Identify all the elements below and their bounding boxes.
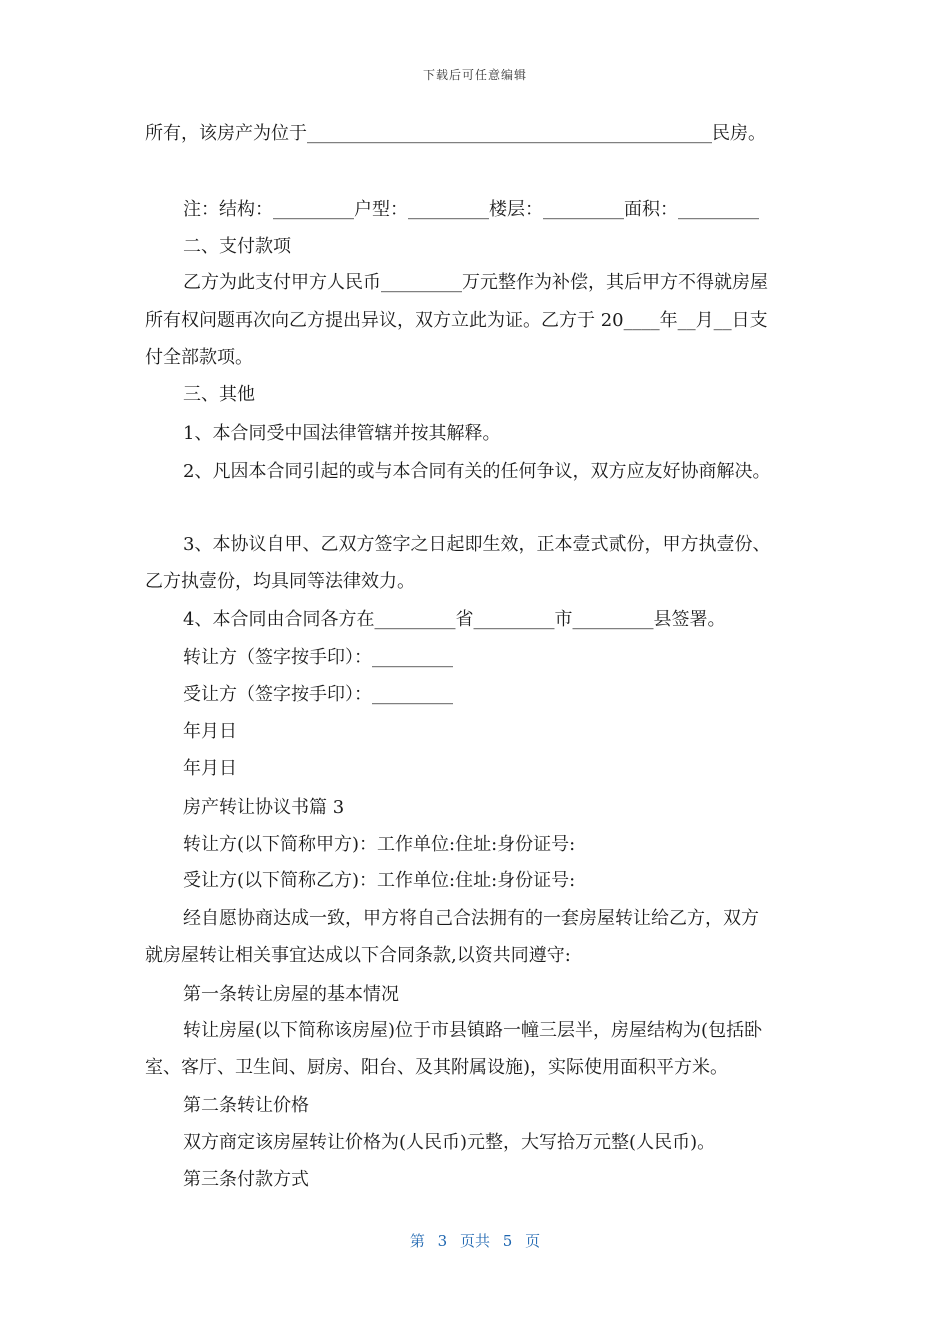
paragraph-line: 4、本合同由合同各方在_________省_________市_________县签署。 bbox=[183, 609, 726, 630]
paragraph-line: 2、凡因本合同引起的或与本合同有关的任何争议，双方应友好协商解决。 bbox=[183, 461, 771, 482]
paragraph-line: 注：结构：_________户型：_________楼层：_________面积：_________ bbox=[183, 199, 759, 220]
date-line: 年月日 bbox=[183, 721, 237, 742]
paragraph-line: 双方商定该房屋转让价格为(人民币)元整，大写拾万元整(人民币)。 bbox=[183, 1132, 716, 1153]
paragraph-line: 付全部款项。 bbox=[145, 347, 253, 368]
paragraph-line: 乙方执壹份，均具同等法律效力。 bbox=[145, 571, 415, 592]
date-line: 年月日 bbox=[183, 758, 237, 779]
paragraph-line: 经自愿协商达成一致，甲方将自己合法拥有的一套房屋转让给乙方，双方 bbox=[183, 908, 759, 929]
page-footer: 第 3 页共 5 页 bbox=[409, 1232, 541, 1250]
section-heading: 第二条转让价格 bbox=[183, 1095, 309, 1116]
signature-line: 受让方（签字按手印）：_________ bbox=[183, 684, 453, 705]
section-heading: 三、其他 bbox=[183, 384, 255, 405]
paragraph-line: 受让方(以下简称乙方)：工作单位:住址:身份证号: bbox=[183, 870, 576, 891]
paragraph-line: 所有，该房产为位于_____________________________________________民房。 bbox=[145, 123, 766, 144]
paragraph-line: 转让方(以下简称甲方)：工作单位:住址:身份证号: bbox=[183, 834, 576, 855]
paragraph-line: 就房屋转让相关事宜达成以下合同条款,以资共同遵守: bbox=[145, 945, 571, 966]
section-heading: 第三条付款方式 bbox=[183, 1169, 309, 1190]
signature-line: 转让方（签字按手印）：_________ bbox=[183, 647, 453, 668]
section-title: 房产转让协议书篇 3 bbox=[183, 797, 345, 818]
page-header: 下载后可任意编辑 bbox=[422, 68, 527, 82]
paragraph-line: 乙方为此支付甲方人民币_________万元整作为补偿，其后甲方不得就房屋 bbox=[183, 272, 768, 293]
paragraph-line: 1、本合同受中国法律管辖并按其解释。 bbox=[183, 423, 501, 444]
paragraph-line: 所有权问题再次向乙方提出异议，双方立此为证。乙方于 20____年__月__日支 bbox=[145, 310, 768, 331]
paragraph-line: 室、客厅、卫生间、厨房、阳台、及其附属设施)，实际使用面积平方米。 bbox=[145, 1057, 729, 1078]
paragraph-line: 3、本协议自甲、乙双方签字之日起即生效，正本壹式贰份，甲方执壹份、 bbox=[183, 534, 771, 555]
section-heading: 第一条转让房屋的基本情况 bbox=[183, 984, 399, 1005]
paragraph-line: 转让房屋(以下简称该房屋)位于市县镇路一幢三层半，房屋结构为(包括卧 bbox=[183, 1020, 763, 1041]
section-heading: 二、支付款项 bbox=[183, 236, 291, 257]
